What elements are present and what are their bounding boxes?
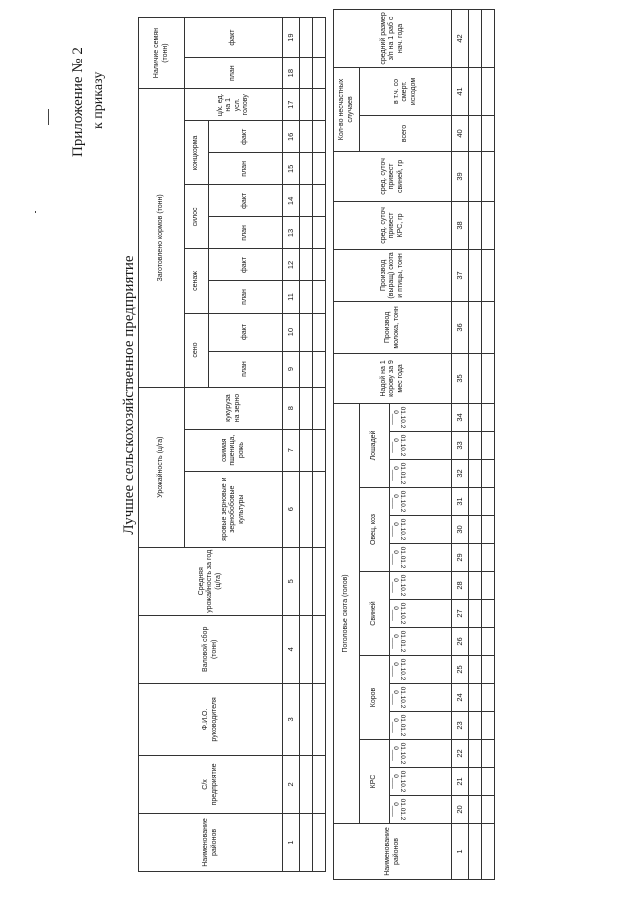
- concentrate-fact: факт: [209, 121, 283, 153]
- column-number: 38: [452, 201, 469, 249]
- col-meat-prod: Производ (выращ) скота и птицы, тонн: [334, 249, 452, 301]
- column-number: 8: [283, 387, 300, 429]
- sub-sheep: Овец, коз: [360, 488, 390, 572]
- column-number: 31: [452, 488, 469, 516]
- silage-fact: факт: [209, 185, 283, 217]
- column-number: 34: [452, 403, 469, 431]
- table-livestock: [333, 9, 495, 880]
- column-number: 18: [283, 58, 300, 89]
- column-number: 42: [452, 9, 469, 67]
- column-number: 16: [283, 121, 300, 153]
- acc-fatal: в т.ч. со смерт. исходом: [360, 67, 452, 115]
- column-number: 4: [283, 615, 300, 683]
- seeds-fact: факт: [185, 18, 283, 58]
- column-number: 2: [283, 755, 300, 813]
- group-feed: Заготовлено кормов (тонн): [139, 89, 185, 387]
- column-number: 3: [283, 683, 300, 755]
- column-number: 37: [452, 249, 469, 301]
- column-number: 36: [452, 301, 469, 353]
- col-avg-yield: Средняя урожайность за год (ц/га): [139, 547, 283, 615]
- column-number: 33: [452, 432, 469, 460]
- main-title: Лучшее сельскохозяйственное предприятие: [121, 255, 137, 535]
- sub-krs: КРС: [360, 740, 390, 824]
- col-milk-prod: Производ молока, тонн: [334, 301, 452, 353]
- concentrate-plan: план: [209, 153, 283, 185]
- column-number: 15: [283, 153, 300, 185]
- silage-plan: план: [209, 217, 283, 249]
- column-number: 41: [452, 67, 469, 115]
- date-cell: 01.01.20___: [391, 630, 406, 653]
- feed-hay: сено: [185, 313, 209, 387]
- empty-row: [469, 9, 482, 879]
- col-districts: Наименование районов: [139, 813, 283, 871]
- column-number: 30: [452, 516, 469, 544]
- feed-per-unit: ц/к. ед. на 1 усл. голову: [185, 89, 283, 121]
- date-cell: 01.10.20___: [391, 686, 406, 709]
- haylage-plan: план: [209, 281, 283, 313]
- column-number: 21: [452, 768, 469, 796]
- column-number: 24: [452, 684, 469, 712]
- column-number: 19: [283, 18, 300, 58]
- sub-pigs: Свиней: [360, 572, 390, 656]
- appendix-subtitle: к приказу: [91, 71, 106, 129]
- date-cell: 01.10.20___: [391, 574, 406, 597]
- col-enterprise: С/х предприятие: [139, 755, 283, 813]
- date-cell: 01.10.20___: [391, 658, 406, 681]
- column-number: 40: [452, 115, 469, 151]
- column-number: 17: [283, 89, 300, 121]
- hay-plan: план: [209, 351, 283, 387]
- date-cell: 01.01.20___: [391, 462, 406, 485]
- col-gain-krs: сред. суточ привест КРС, гр: [334, 201, 452, 249]
- column-number: 12: [283, 249, 300, 281]
- acc-total: всего: [360, 115, 452, 151]
- column-number: 1: [452, 824, 469, 880]
- date-cell: 01.01.20___: [391, 798, 406, 821]
- column-number: 39: [452, 151, 469, 201]
- table-best-enterprise: [138, 17, 326, 872]
- col-gain-pigs: сред. суточ привест свиней, гр: [334, 151, 452, 201]
- empty-row: [300, 18, 313, 872]
- date-cell: 01.10.20___: [391, 770, 406, 793]
- group-yield: Урожайность (ц/га): [139, 387, 185, 547]
- column-number: 35: [452, 353, 469, 403]
- seeds-plan: план: [185, 58, 283, 89]
- date-cell: 01.10.20___: [391, 434, 406, 457]
- col-districts-2: Наименование районов: [334, 824, 452, 880]
- column-number: 5: [283, 547, 300, 615]
- column-number: 29: [452, 544, 469, 572]
- appendix-title: Приложение № 2: [70, 47, 86, 157]
- group-livestock: Поголовье скота (голов): [334, 403, 360, 823]
- column-number: 7: [283, 429, 300, 471]
- date-cell: 01.10.20___: [391, 602, 406, 625]
- column-number: 25: [452, 656, 469, 684]
- column-number: 9: [283, 351, 300, 387]
- col-avg-salary: средний размер з/п на 1 раб с нач. года: [334, 9, 452, 67]
- column-number: 13: [283, 217, 300, 249]
- column-number: 32: [452, 460, 469, 488]
- col-gross-harvest: Валовой сбор (тонн): [139, 615, 283, 683]
- date-cell: 01.01.20___: [391, 714, 406, 737]
- sub-cows: Коров: [360, 656, 390, 740]
- date-cell: 01.10.20___: [391, 406, 406, 429]
- yield-corn: кукуруза на зерно: [185, 387, 283, 429]
- column-number: 22: [452, 740, 469, 768]
- feed-haylage: сенаж: [185, 249, 209, 313]
- col-milk-yield: Надой на 1 корову за 9 мес года: [334, 353, 452, 403]
- column-number: 27: [452, 600, 469, 628]
- yield-winter: озимая пшеница, рожь: [185, 429, 283, 471]
- sub-horses: Лошадей: [360, 403, 390, 487]
- column-number-row: [452, 9, 469, 879]
- feed-silage: силос: [185, 185, 209, 249]
- column-number: 1: [283, 813, 300, 871]
- empty-row: [313, 18, 326, 872]
- column-number: 14: [283, 185, 300, 217]
- feed-concentrate: концкорма: [185, 121, 209, 185]
- column-number-row: [283, 18, 300, 872]
- hay-fact: факт: [209, 313, 283, 351]
- margin-mark: [35, 211, 36, 213]
- date-cell: 01.10.20___: [391, 518, 406, 541]
- column-number: 11: [283, 281, 300, 313]
- column-number: 6: [283, 471, 300, 547]
- column-number: 26: [452, 628, 469, 656]
- column-number: 23: [452, 712, 469, 740]
- empty-row: [482, 9, 495, 879]
- column-number: 28: [452, 572, 469, 600]
- column-number: 10: [283, 313, 300, 351]
- haylage-fact: факт: [209, 249, 283, 281]
- col-manager: Ф.И.О. руководителя: [139, 683, 283, 755]
- column-number: 20: [452, 796, 469, 824]
- date-cell: 01.01.20___: [391, 546, 406, 569]
- date-cell: 01.10.20___: [391, 490, 406, 513]
- yield-grain: яровые зерновые и зернобобовые культуры: [185, 471, 283, 547]
- group-accidents: Кол-во несчастных случаев: [334, 67, 360, 151]
- date-cell: 01.10.20___: [391, 742, 406, 765]
- margin-mark: [48, 109, 49, 125]
- group-seeds: Наличие семян (тонн): [139, 18, 185, 89]
